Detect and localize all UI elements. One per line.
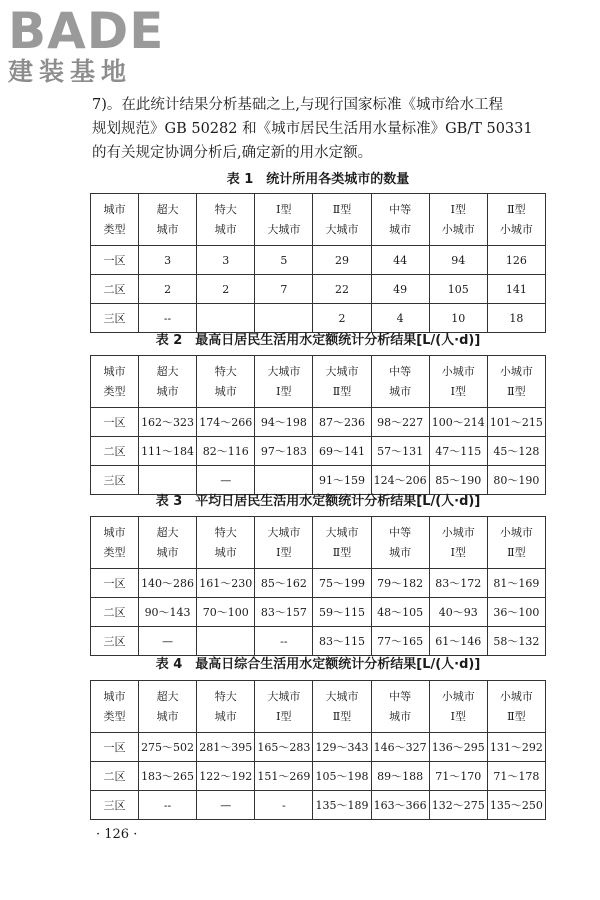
table-row (91, 598, 546, 627)
row-label-cell: 三区 (91, 304, 139, 333)
table-cell: 2 (197, 275, 255, 304)
logo-subtitle: 建装基地 (8, 57, 133, 86)
table-row (91, 569, 546, 598)
table-2-caption: 表 2 最高日居民生活用水定额统计分析结果[L/(人·d)] (155, 333, 481, 348)
header-cell-line: 城市 (103, 689, 126, 703)
table-cell: 136～295 (429, 733, 487, 762)
table-cell: 81～169 (487, 569, 545, 598)
header-cell-line: Ⅰ型 (450, 384, 466, 398)
table-cell: 10 (429, 304, 487, 333)
table-cell: 40～93 (429, 598, 487, 627)
row-label-cell: 三区 (91, 627, 139, 656)
header-cell (371, 517, 429, 569)
header-cell-line: 城市 (156, 222, 179, 236)
header-cell (371, 194, 429, 246)
header-cell-line: Ⅰ型 (276, 202, 292, 216)
table-cell: 162～323 (139, 408, 197, 437)
brand-logo (8, 2, 178, 96)
table-cell: 105～198 (313, 762, 371, 791)
header-cell-line: 中等 (389, 202, 412, 216)
table-cell: 101～215 (487, 408, 545, 437)
table-cell: 69～141 (313, 437, 371, 466)
table-cell: 151～269 (255, 762, 313, 791)
table-cell: 87～236 (313, 408, 371, 437)
row-label-cell: 二区 (91, 598, 139, 627)
table-cell: 79～182 (371, 569, 429, 598)
table-cell: 281～395 (197, 733, 255, 762)
header-cell (313, 517, 371, 569)
table-cell: 132～275 (429, 791, 487, 820)
header-cell (371, 681, 429, 733)
table-row (91, 304, 546, 333)
table-cell: 94～198 (255, 408, 313, 437)
body-paragraph (92, 93, 544, 165)
header-cell (429, 517, 487, 569)
header-cell-line: 小城市 (499, 364, 533, 378)
table-cell: 141 (487, 275, 545, 304)
table-cell: 70～100 (197, 598, 255, 627)
table-cell: 45～128 (487, 437, 545, 466)
table-cell: 89～188 (371, 762, 429, 791)
header-cell (429, 356, 487, 408)
header-cell-line: 中等 (389, 689, 412, 703)
header-cell-line: 城市 (389, 545, 412, 559)
table-cell: 140～286 (139, 569, 197, 598)
header-cell-line: 大城市 (267, 525, 301, 539)
table-cell: - (255, 791, 313, 820)
header-cell-line: 类型 (103, 545, 126, 559)
table-cell: 7 (255, 275, 313, 304)
header-cell-line: 大城市 (325, 222, 359, 236)
header-cell (371, 356, 429, 408)
table-cell: 49 (371, 275, 429, 304)
header-cell-line: 特大 (214, 525, 237, 539)
header-cell-line: Ⅰ型 (450, 545, 466, 559)
header-cell-line: 类型 (103, 222, 126, 236)
table-cell: 183～265 (139, 762, 197, 791)
header-cell-line: 大城市 (325, 364, 359, 378)
header-cell-line: 特大 (214, 202, 237, 216)
table-cell: 71～178 (487, 762, 545, 791)
header-cell (255, 356, 313, 408)
header-cell-line: 城市 (156, 709, 179, 723)
table-cell: 4 (371, 304, 429, 333)
table-header-row (91, 517, 546, 569)
header-cell (139, 356, 197, 408)
table-cell (255, 304, 313, 333)
header-cell-line: Ⅰ型 (276, 545, 292, 559)
table-cell: 122～192 (197, 762, 255, 791)
table-cell: 77～165 (371, 627, 429, 656)
table-4-max-daily-comprehensive (90, 680, 546, 820)
table-row (91, 275, 546, 304)
header-cell-line: 城市 (103, 364, 126, 378)
table-cell: 94 (429, 246, 487, 275)
header-cell-line: 城市 (103, 202, 126, 216)
table-cell: 275～502 (139, 733, 197, 762)
header-cell-line: Ⅱ型 (332, 709, 352, 723)
table-1-caption: 表 1 统计所用各类城市的数量 (226, 172, 410, 187)
table-cell: 91～159 (313, 466, 371, 495)
header-cell-line: 大城市 (267, 689, 301, 703)
row-label-cell: 三区 (91, 466, 139, 495)
header-cell (139, 194, 197, 246)
header-cell (91, 194, 139, 246)
table-row (91, 437, 546, 466)
table-cell: 126 (487, 246, 545, 275)
table-cell: -- (139, 791, 197, 820)
header-cell (197, 356, 255, 408)
header-cell-line: 城市 (389, 709, 412, 723)
table-cell: 47～115 (429, 437, 487, 466)
table-header-row (91, 194, 546, 246)
table-cell (139, 466, 197, 495)
header-cell-line: Ⅱ型 (332, 202, 352, 216)
table-cell: 59～115 (313, 598, 371, 627)
header-cell-line: 超大 (156, 525, 179, 539)
header-cell-line: 城市 (214, 709, 237, 723)
table-cell: 105 (429, 275, 487, 304)
header-cell-line: 小城市 (441, 364, 475, 378)
header-cell-line: 特大 (214, 364, 237, 378)
page-number: · 126 · (96, 827, 138, 842)
header-cell (139, 681, 197, 733)
table-4-caption: 表 4 最高日综合生活用水定额统计分析结果[L/(人·d)] (155, 657, 481, 672)
table-cell (197, 627, 255, 656)
table-cell: 174～266 (197, 408, 255, 437)
header-cell-line: 小城市 (499, 525, 533, 539)
header-cell-line: Ⅱ型 (507, 545, 526, 559)
table-cell: 48～105 (371, 598, 429, 627)
table-cell: — (197, 791, 255, 820)
table-cell: 83～172 (429, 569, 487, 598)
header-cell-line: 城市 (214, 384, 237, 398)
row-label-cell: 二区 (91, 275, 139, 304)
table-cell: 22 (313, 275, 371, 304)
header-cell (91, 681, 139, 733)
table-3-caption: 表 3 平均日居民生活用水定额统计分析结果[L/(人·d)] (155, 494, 481, 509)
header-cell-line: Ⅱ型 (507, 202, 526, 216)
table-cell: 135～189 (313, 791, 371, 820)
row-label-cell: 二区 (91, 762, 139, 791)
header-cell (197, 194, 255, 246)
table-cell: 165～283 (255, 733, 313, 762)
header-cell-line: 类型 (103, 709, 126, 723)
paragraph-line: 7)。在此统计结果分析基础之上,与现行国家标准《城市给水工程 (92, 97, 503, 113)
header-cell (429, 681, 487, 733)
header-cell-line: 小城市 (441, 525, 475, 539)
table-cell: 85～162 (255, 569, 313, 598)
table-cell: 3 (197, 246, 255, 275)
header-cell-line: 小城市 (441, 222, 475, 236)
header-cell (487, 356, 545, 408)
header-cell-line: 超大 (156, 202, 179, 216)
table-cell: 90～143 (139, 598, 197, 627)
header-cell-line: 小城市 (499, 222, 533, 236)
header-cell-line: Ⅱ型 (507, 709, 526, 723)
table-cell: 97～183 (255, 437, 313, 466)
row-label-cell: 一区 (91, 569, 139, 598)
table-cell: 18 (487, 304, 545, 333)
row-label-cell: 一区 (91, 733, 139, 762)
table-cell: 80～190 (487, 466, 545, 495)
header-cell-line: Ⅰ型 (276, 709, 292, 723)
table-cell: 2 (139, 275, 197, 304)
header-cell-line: 大城市 (267, 222, 301, 236)
table-cell: 111～184 (139, 437, 197, 466)
table-row (91, 627, 546, 656)
header-cell (313, 356, 371, 408)
header-cell (255, 681, 313, 733)
header-cell (313, 194, 371, 246)
table-cell: 83～115 (313, 627, 371, 656)
table-row (91, 733, 546, 762)
header-cell-line: 小城市 (499, 689, 533, 703)
header-cell-line: Ⅱ型 (332, 545, 352, 559)
row-label-cell: 三区 (91, 791, 139, 820)
header-cell-line: 特大 (214, 689, 237, 703)
header-cell-line: 小城市 (441, 689, 475, 703)
header-cell-line: Ⅰ型 (276, 384, 292, 398)
header-cell-line: 城市 (214, 222, 237, 236)
header-cell-line: 城市 (389, 384, 412, 398)
header-cell-line: 超大 (156, 689, 179, 703)
paragraph-line: 规划规范》GB 50282 和《城市居民生活用水量标准》GB/T 50331 (92, 121, 533, 137)
table-cell: -- (255, 627, 313, 656)
header-cell-line: 中等 (389, 364, 412, 378)
table-row (91, 762, 546, 791)
table-cell: 82～116 (197, 437, 255, 466)
header-cell (255, 194, 313, 246)
row-label-cell: 一区 (91, 408, 139, 437)
header-cell-line: 城市 (389, 222, 412, 236)
header-cell-line: 城市 (103, 525, 126, 539)
header-cell-line: 大城市 (325, 689, 359, 703)
table-cell: — (139, 627, 197, 656)
table-cell: — (197, 466, 255, 495)
table-header-row (91, 681, 546, 733)
table-cell: 85～190 (429, 466, 487, 495)
header-cell-line: 大城市 (267, 364, 301, 378)
header-cell-line: 类型 (103, 384, 126, 398)
table-cell: 71～170 (429, 762, 487, 791)
header-cell-line: 城市 (214, 545, 237, 559)
header-cell (91, 517, 139, 569)
header-cell (313, 681, 371, 733)
table-cell: 29 (313, 246, 371, 275)
header-cell-line: 中等 (389, 525, 412, 539)
table-cell: -- (139, 304, 197, 333)
table-row (91, 246, 546, 275)
table-header-row (91, 356, 546, 408)
table-cell: 5 (255, 246, 313, 275)
table-cell: 135～250 (487, 791, 545, 820)
header-cell-line: Ⅱ型 (332, 384, 352, 398)
table-2-max-daily-residential (90, 355, 546, 495)
table-row (91, 791, 546, 820)
table-cell: 131～292 (487, 733, 545, 762)
table-row (91, 408, 546, 437)
table-cell: 163～366 (371, 791, 429, 820)
header-cell-line: 城市 (156, 545, 179, 559)
header-cell (429, 194, 487, 246)
header-cell-line: 城市 (156, 384, 179, 398)
table-cell: 61～146 (429, 627, 487, 656)
table-cell: 57～131 (371, 437, 429, 466)
table-cell (197, 304, 255, 333)
header-cell-line: 超大 (156, 364, 179, 378)
paragraph-line: 的有关规定协调分析后,确定新的用水定额。 (92, 145, 373, 161)
table-cell: 146～327 (371, 733, 429, 762)
header-cell (487, 194, 545, 246)
table-cell: 75～199 (313, 569, 371, 598)
header-cell (91, 356, 139, 408)
header-cell (255, 517, 313, 569)
table-cell: 2 (313, 304, 371, 333)
table-cell: 129～343 (313, 733, 371, 762)
header-cell (197, 681, 255, 733)
header-cell (139, 517, 197, 569)
table-cell: 3 (139, 246, 197, 275)
table-3-avg-daily-residential (90, 516, 546, 656)
table-cell (255, 466, 313, 495)
header-cell-line: 大城市 (325, 525, 359, 539)
row-label-cell: 二区 (91, 437, 139, 466)
logo-wordmark: BADE (8, 2, 165, 60)
table-cell: 161～230 (197, 569, 255, 598)
header-cell-line: Ⅰ型 (450, 709, 466, 723)
header-cell (487, 517, 545, 569)
table-cell: 100～214 (429, 408, 487, 437)
table-1-city-counts (90, 193, 546, 333)
header-cell-line: Ⅰ型 (450, 202, 466, 216)
row-label-cell: 一区 (91, 246, 139, 275)
table-cell: 44 (371, 246, 429, 275)
table-cell: 36～100 (487, 598, 545, 627)
header-cell (487, 681, 545, 733)
header-cell-line: Ⅱ型 (507, 384, 526, 398)
table-row (91, 466, 546, 495)
header-cell (197, 517, 255, 569)
table-cell: 124～206 (371, 466, 429, 495)
table-cell: 98～227 (371, 408, 429, 437)
table-cell: 83～157 (255, 598, 313, 627)
table-cell: 58～132 (487, 627, 545, 656)
